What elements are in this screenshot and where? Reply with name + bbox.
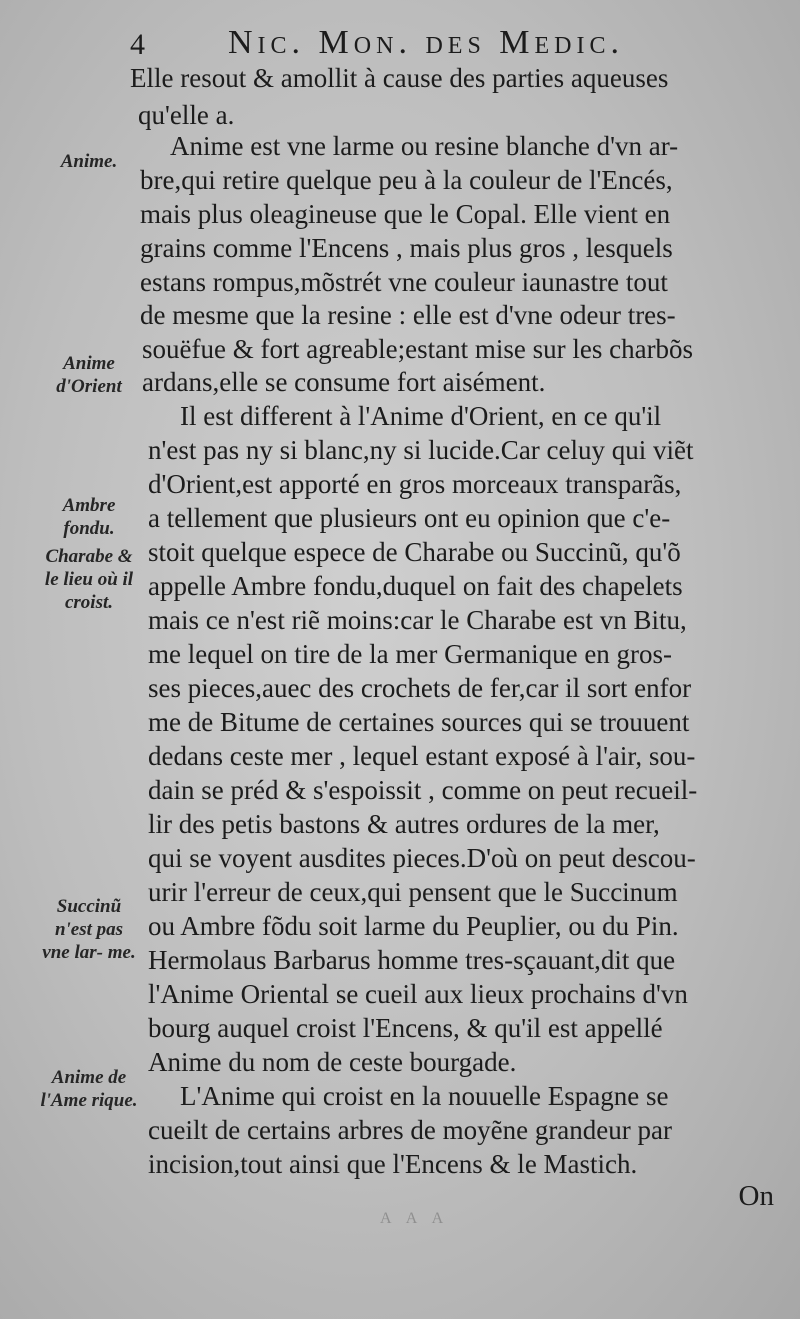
- text-line: bre,qui retire quelque peu à la couleur de l'Encés,: [140, 165, 673, 195]
- marginal-note: Anime de l'Ame rique.: [40, 1067, 138, 1111]
- text-line: ses pieces,auec des crochets de fer,car il sort enfor: [148, 673, 692, 703]
- text-line: me de Bitume de certaines sources qui se trouuent: [148, 707, 690, 737]
- text-line: ou Ambre fõdu soit larme du Peuplier, ou du Pin.: [148, 911, 679, 941]
- text-line: dain se préd & s'espoissit , comme on peut recueil-: [148, 775, 698, 805]
- text-line: d'Orient,est apporté en gros morceaux transparãs,: [148, 469, 682, 499]
- marginal-note: Anime d'Orient: [56, 353, 122, 397]
- text-line: mais ce n'est riẽ moins:car le Charabe est vn Bitu,: [148, 605, 687, 635]
- text-line: stoit quelque espece de Charabe ou Succinũ, qu'õ: [148, 537, 681, 567]
- text-line: lir des petis bastons & autres ordures de la mer,: [148, 809, 660, 839]
- text-line: estans rompus,mõstrét vne couleur iaunastre tout: [140, 267, 668, 297]
- text-line: n'est pas ny si blanc,ny si lucide.Car celuy qui viẽt: [148, 435, 694, 465]
- text-line: souëfue & fort agreable;estant mise sur les charbõs: [142, 334, 694, 364]
- marginal-note: Succinũ n'est pas vne lar- me.: [42, 896, 136, 963]
- text-line: L'Anime qui croist en la nouuelle Espagne se: [180, 1081, 669, 1111]
- text-line: ardans,elle se consume fort aisément.: [142, 367, 546, 397]
- page-number: 4: [130, 28, 145, 61]
- text-line: incision,tout ainsi que l'Encens & le Mastich.: [148, 1149, 638, 1179]
- text-line: mais plus oleagineuse que le Copal. Elle vient en: [140, 199, 671, 229]
- text-line: Anime du nom de ceste bourgade.: [148, 1047, 517, 1077]
- text-line: l'Anime Oriental se cueil aux lieux prochains d'vn: [148, 979, 688, 1009]
- text-line: me lequel on tire de la mer Germanique en gros-: [148, 639, 673, 669]
- text-line: bourg auquel croist l'Encens, & qu'il est appellé: [148, 1013, 663, 1043]
- text-line: Il est different à l'Anime d'Orient, en ce qu'il: [180, 401, 662, 431]
- text-line: cueilt de certains arbres de moyẽne grandeur par: [148, 1115, 672, 1145]
- text-line: a tellement que plusieurs ont eu opinion que c'e-: [148, 503, 671, 533]
- text-line: appelle Ambre fondu,duquel on fait des chapelets: [148, 571, 683, 601]
- marginal-note: Ambre fondu.: [62, 495, 116, 539]
- text-line: qu'elle a.: [138, 100, 235, 130]
- text-line: Hermolaus Barbarus homme tres-sçauant,dit que: [148, 945, 676, 975]
- running-title: Nic. Mon. des Medic.: [228, 24, 625, 61]
- text-line: grains comme l'Encens , mais plus gros , lesquels: [140, 233, 673, 263]
- text-line: de mesme que la resine : elle est d'vne odeur tres-: [140, 300, 676, 330]
- text-line: qui se voyent ausdites pieces.D'où on peut descou-: [148, 843, 696, 873]
- text-line: urir l'erreur de ceux,qui pensent que le Succinum: [148, 877, 678, 907]
- text-line: Anime est vne larme ou resine blanche d'vn ar-: [170, 131, 679, 161]
- marginal-note: Charabe & le lieu où il croist.: [44, 546, 134, 613]
- marginal-note: Anime.: [60, 151, 118, 172]
- catchword: On: [738, 1180, 774, 1212]
- text-line: dedans ceste mer , lequel estant exposé à l'air, sou-: [148, 741, 696, 771]
- text-line: Elle resout & amollit à cause des parties aqueuses: [130, 63, 669, 93]
- bleed-through: A A A: [380, 1210, 450, 1227]
